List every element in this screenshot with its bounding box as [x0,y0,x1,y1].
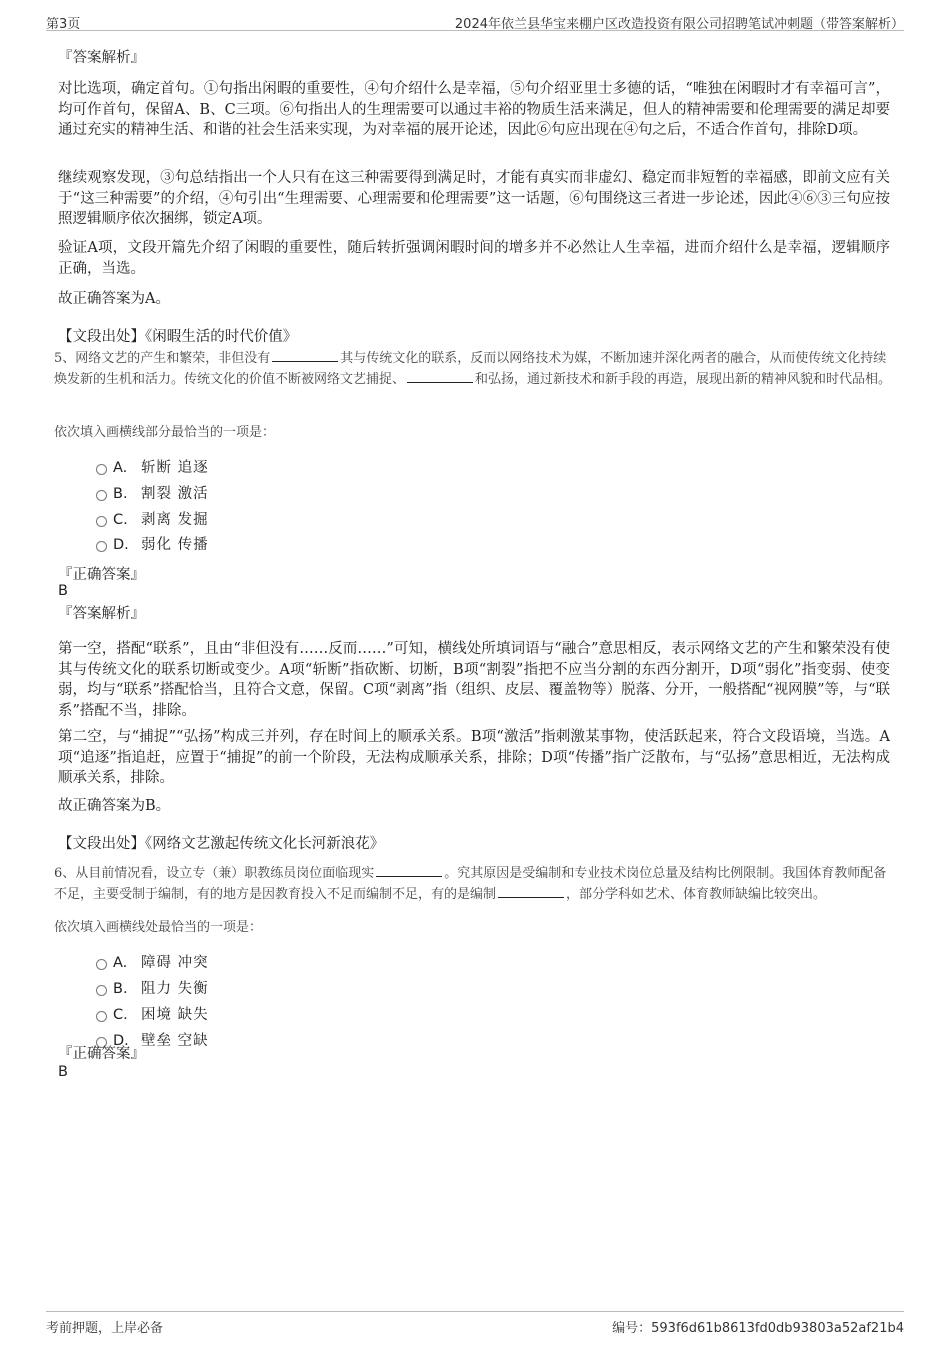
fill-blank [376,864,442,877]
option-d[interactable]: D. 弱化 传播 [96,535,209,555]
option-c[interactable]: C. 困境 缺失 [96,1005,209,1025]
fill-blank [498,885,564,898]
fill-blank [407,370,473,383]
option-a[interactable]: A. 障碍 冲突 [96,953,209,973]
document-title: 2024年依兰县华宝来棚户区改造投资有限公司招聘笔试冲刺题（带答案解析） [454,17,904,32]
document-id: 编号：593f6d61b8613fd0db93803a52af21b4 [612,1321,904,1336]
question-5-stem: 5、网络文艺的产生和繁荣，非但没有 其与传统文化的联系，反而以网络技术为媒，不断加速并深化两者的融合，从而使传统文化持续焕发新的生机和活力。传统文化的价值不断被网络文艺捕捉、 和弘扬，通过新技术和新手段的再造，展现出新的精神风貌和时代品相。 [54,351,892,387]
option-b[interactable]: B. 割裂 激活 [96,484,209,504]
page-footer [46,1311,904,1340]
option-a[interactable]: A. 斩断 追逐 [96,458,209,478]
question-6-prompt: 依次填入画横线处最恰当的一项是： [54,920,263,935]
question-5-prompt: 依次填入画横线部分最恰当的一项是： [54,425,276,440]
radio-button[interactable] [96,516,107,527]
correct-answer-label: 『正确答案』 [58,1046,145,1062]
option-c[interactable]: C. 剥离 发掘 [96,510,209,530]
radio-button[interactable] [96,464,107,475]
question-6-stem: 6、从目前情况看，设立专（兼）职教练员岗位面临现实 。究其原因是受编制和专业技术岗位总量及结构比例限制。我国体育教师配备不足，主要受制于编制，有的地方是因教育投入不足而编制不足，有的是编制 ，部分学科如艺术、体育教师缺编比较突出。 [54,866,887,902]
page-header [46,8,904,31]
radio-button[interactable] [96,541,107,552]
fill-blank [272,349,338,362]
analysis-paragraph: 对比选项，确定首句。①句指出闲暇的重要性，④句介绍什么是幸福，⑤句介绍亚里士多德的话，“唯独在闲暇时才有幸福可言”，均可作首句，保留A、B、C三项。⑥句指出人的生理需要可以通过丰裕的物质生活来满足，但人的精神需要和伦理需要的满足却要通过充实的精神生活、和谐的社会生活来实现，为对幸福的展开论述，因此⑥句应出现在④句之后，不适合作首句，排除D项。 [58,81,890,138]
analysis-label: 『答案解析』 [58,50,145,66]
option-d[interactable]: D. 壁垒 空缺 [96,1031,209,1051]
radio-button[interactable] [96,985,107,996]
analysis-paragraph: 第二空，与“捕捉”“弘扬”构成三并列，存在时间上的顺承关系。B项“激活”指刺激某事物，使活跃起来，符合文段语境，当选。A项“追逐”指追赶，应置于“捕捉”的前一个阶段，无法构成顺承关系，排除；D项“传播”指广泛散布，与“弘扬”意思相近，无法构成顺承关系，排除。 [58,729,890,786]
footer-slogan: 考前押题，上岸必备 [46,1321,164,1336]
analysis-paragraph: 验证A项，文段开篇先介绍了闲暇的重要性，随后转折强调闲暇时间的增多并不必然让人生幸福，进而介绍什么是幸福，逻辑顺序正确，当选。 [58,240,890,277]
text-source: 【文段出处】《网络文艺激起传统文化长河新浪花》 [58,836,385,852]
radio-button[interactable] [96,959,107,970]
analysis-paragraph: 第一空，搭配“联系”，且由“非但没有……反而……”可知，横线处所填词语与“融合”意思相反，表示网络文艺的产生和繁荣没有使其与传统文化的联系切断或变少。A项“斩断”指砍断、切断，B项“割裂”指把不应当分割的东西分割开，D项“弱化”指变弱、使变弱，均与“联系”搭配恰当，且符合文意，保留。C项“剥离”指（组织、皮层、覆盖物等）脱落、分开，一般搭配“视网膜”等，与“联系”搭配不当，排除。 [58,641,890,719]
analysis-label: 『答案解析』 [58,606,145,622]
analysis-paragraph: 继续观察发现，③句总结指出一个人只有在这三种需要得到满足时，才能有真实而非虚幻、稳定而非短暂的幸福感，即前文应有关于“这三种需要”的介绍，④句引出“生理需要、心理需要和伦理需要”这一话题，⑥句围绕这三者进一步论述，因此④⑥③三句应按照逻辑顺序依次捆绑，锁定A项。 [58,170,890,227]
answer-conclusion: 故正确答案为A。 [58,291,170,307]
correct-answer-label: 『正确答案』 [58,567,145,583]
option-b[interactable]: B. 阻力 失衡 [96,979,209,999]
correct-answer: B [58,583,68,599]
page-number: 第3页 [46,17,81,32]
text-source: 【文段出处】《闲暇生活的时代价值》 [58,329,298,345]
answer-conclusion: 故正确答案为B。 [58,798,171,814]
correct-answer: B [58,1064,68,1080]
radio-button[interactable] [96,1011,107,1022]
radio-button[interactable] [96,490,107,501]
